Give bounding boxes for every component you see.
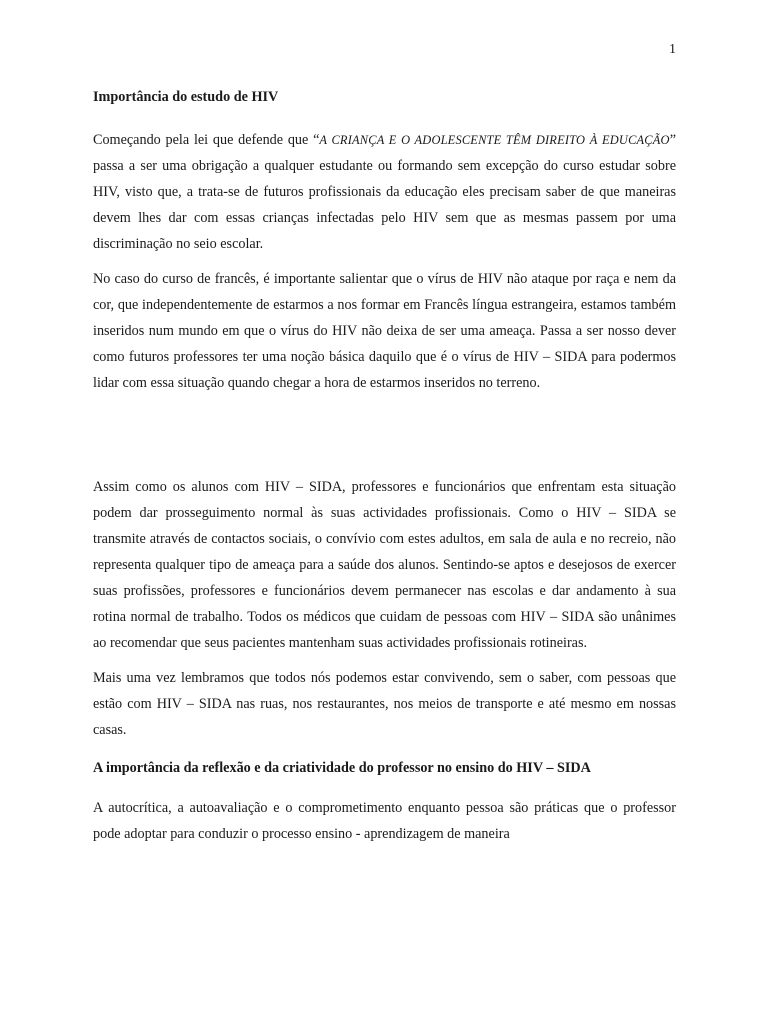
document-body [93, 84, 676, 856]
law-quote: A CRIANÇA E O ADOLESCENTE TÊM DIREITO À EDUCAÇÃO [319, 133, 670, 147]
page-number: 1 [669, 42, 676, 57]
paragraph: Mais uma vez lembramos que todos nós podemos estar convivendo, sem o saber, com pessoas que estão com HIV – SIDA nas ruas, nos restaurantes, nos meios de transporte e até mesmo em nossas casas. [93, 670, 676, 738]
paragraph-text: ” passa a ser uma obrigação a qualquer estudante ou formando sem excepção do curso estudar sobre HIV, visto que, a trata-se de futuros profissionais da educação eles precisam saber de que maneiras devem lhes dar com essas crianças infectadas pelo HIV sem que as mesmas passem por uma discriminação no seio escolar. [93, 132, 676, 252]
paragraph-text: Começando pela lei que defende que “ [93, 132, 320, 148]
paragraph: A autocrítica, a autoavaliação e o comprometimento enquanto pessoa são práticas que o professor pode adoptar para conduzir o processo ensino - aprendizagem de maneira [93, 800, 676, 842]
section-title: Importância do estudo de HIV [93, 89, 279, 105]
paragraph [93, 127, 676, 257]
paragraph: No caso do curso de francês, é importante salientar que o vírus de HIV não ataque por raça e nem da cor, que independentemente de estarmos a nos formar em Francês língua estrangeira, estamos também inseridos num mundo em que o vírus do HIV não deixa de ser uma ameaça. Passa a ser nosso dever como futuros professores ter uma noção básica daquilo que é o vírus de HIV – SIDA para podermos lidar com essa situação quando chegar a hora de estarmos inseridos no terreno. [93, 271, 676, 391]
paragraph: Assim como os alunos com HIV – SIDA, professores e funcionários que enfrentam esta situação podem dar prosseguimento normal às suas actividades profissionais. Como o HIV – SIDA se transmite através de contactos sociais, o convívio com estes adultos, em sala de aula e no recreio, não representa qualquer tipo de ameaça para a saúde dos alunos. Sentindo-se aptos e desejosos de exercer suas profissões, professores e funcionários devem permanecer nas escolas e dar andamento à sua rotina normal de trabalho. Todos os médicos que cuidam de pessoas com HIV – SIDA são unânimes ao recomendar que seus pacientes mantenham suas actividades profissionais rotineiras. [93, 479, 676, 651]
section-title: A importância da reflexão e da criatividade do professor no ensino do HIV – SIDA [93, 760, 591, 776]
